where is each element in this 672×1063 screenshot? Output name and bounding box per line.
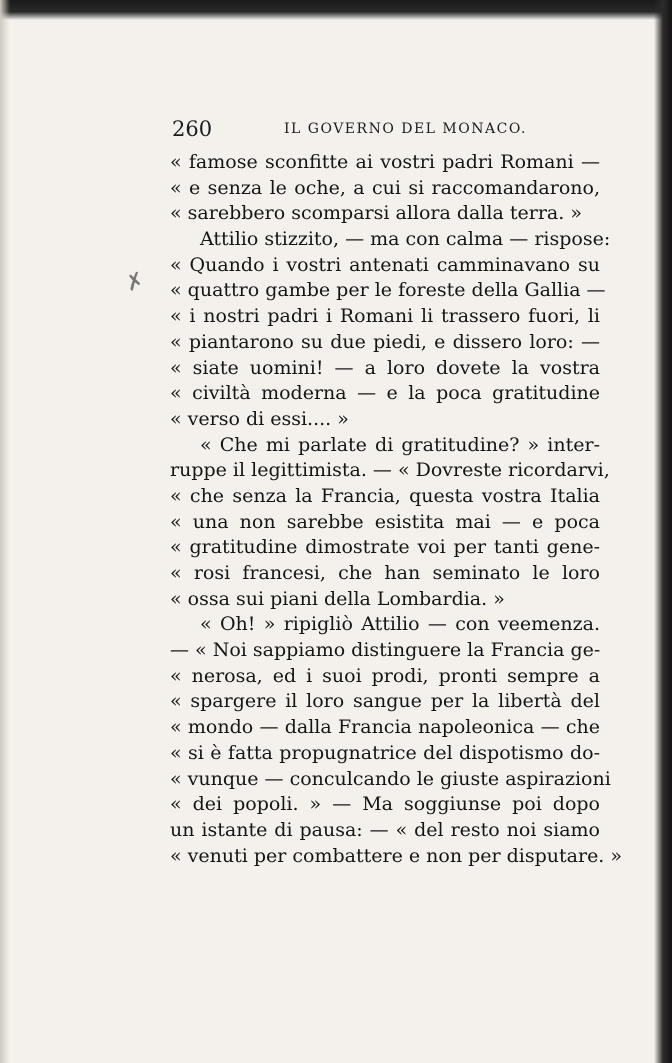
scan-edge-left [0,0,10,1063]
running-title: IL GOVERNO DEL MONACO. [284,121,527,137]
text-line: ruppe il legittimista. — « Dovreste ricordarvi, [170,459,610,482]
text-line: — « Noi sappiamo distinguere la Francia ge- [170,639,601,662]
text-line: « civiltà moderna — e la poca gratitudine [170,382,600,405]
pencil-mark-icon: ✗ [122,267,149,298]
text-line: « nerosa, ed i suoi prodi, pronti sempre a [170,664,600,687]
text-line: « vunque — conculcando le giuste aspirazioni [170,767,611,790]
text-line: « siate uomini! — a loro dovete la vostra [170,356,600,379]
text-line: Attilio stizzito, — ma con calma — rispose: [200,228,611,251]
text-line: « dei popoli. » — Ma soggiunse poi dopo [170,793,600,816]
text-line: « e senza le oche, a cui si raccomandarono, [170,176,600,199]
page-header [172,117,598,143]
text-line: « spargere il loro sangue per la libertà del [170,690,600,713]
text-line: « una non sarebbe esistita mai — e poca [170,510,600,533]
text-line: « ossa sui piani della Lombardia. » [170,587,505,610]
text-line: « verso di essi.... » [170,407,349,430]
text-line: « i nostri padri i Romani li trassero fuori, li [170,305,600,328]
body-text [170,150,623,869]
text-line: « Quando i vostri antenati camminavano su [170,253,600,276]
text-line: « che senza la Francia, questa vostra Italia [170,484,600,507]
text-line: « mondo — dalla Francia napoleonica — che [170,716,600,739]
text-line: « venuti per combattere e non per disputare. » [170,844,623,867]
text-line: « rosi francesi, che han seminato le loro [170,562,600,584]
text-line: un istante di pausa: — « del resto noi siamo [170,818,600,841]
text-line: « Oh! » ripigliò Attilio — con veemenza. [200,613,600,636]
text-line: « piantarono su due piedi, e dissero loro: — [170,330,600,353]
text-line: « Che mi parlate di gratitudine? » inter- [200,433,600,456]
text-line: « quattro gambe per le foreste della Gallia — [170,279,606,302]
text-line: « famose sconfitte ai vostri padri Romani — [170,151,600,173]
page-number: 260 [172,117,213,141]
text-line: « si è fatta propugnatrice del dispotismo do- [170,741,600,764]
text-line: « gratitudine dimostrate voi per tanti gene- [170,536,600,559]
text-line: « sarebbero scomparsi allora dalla terra. » [170,202,582,225]
scan-edge-top [0,0,672,20]
scan-edge-right [654,0,672,1063]
